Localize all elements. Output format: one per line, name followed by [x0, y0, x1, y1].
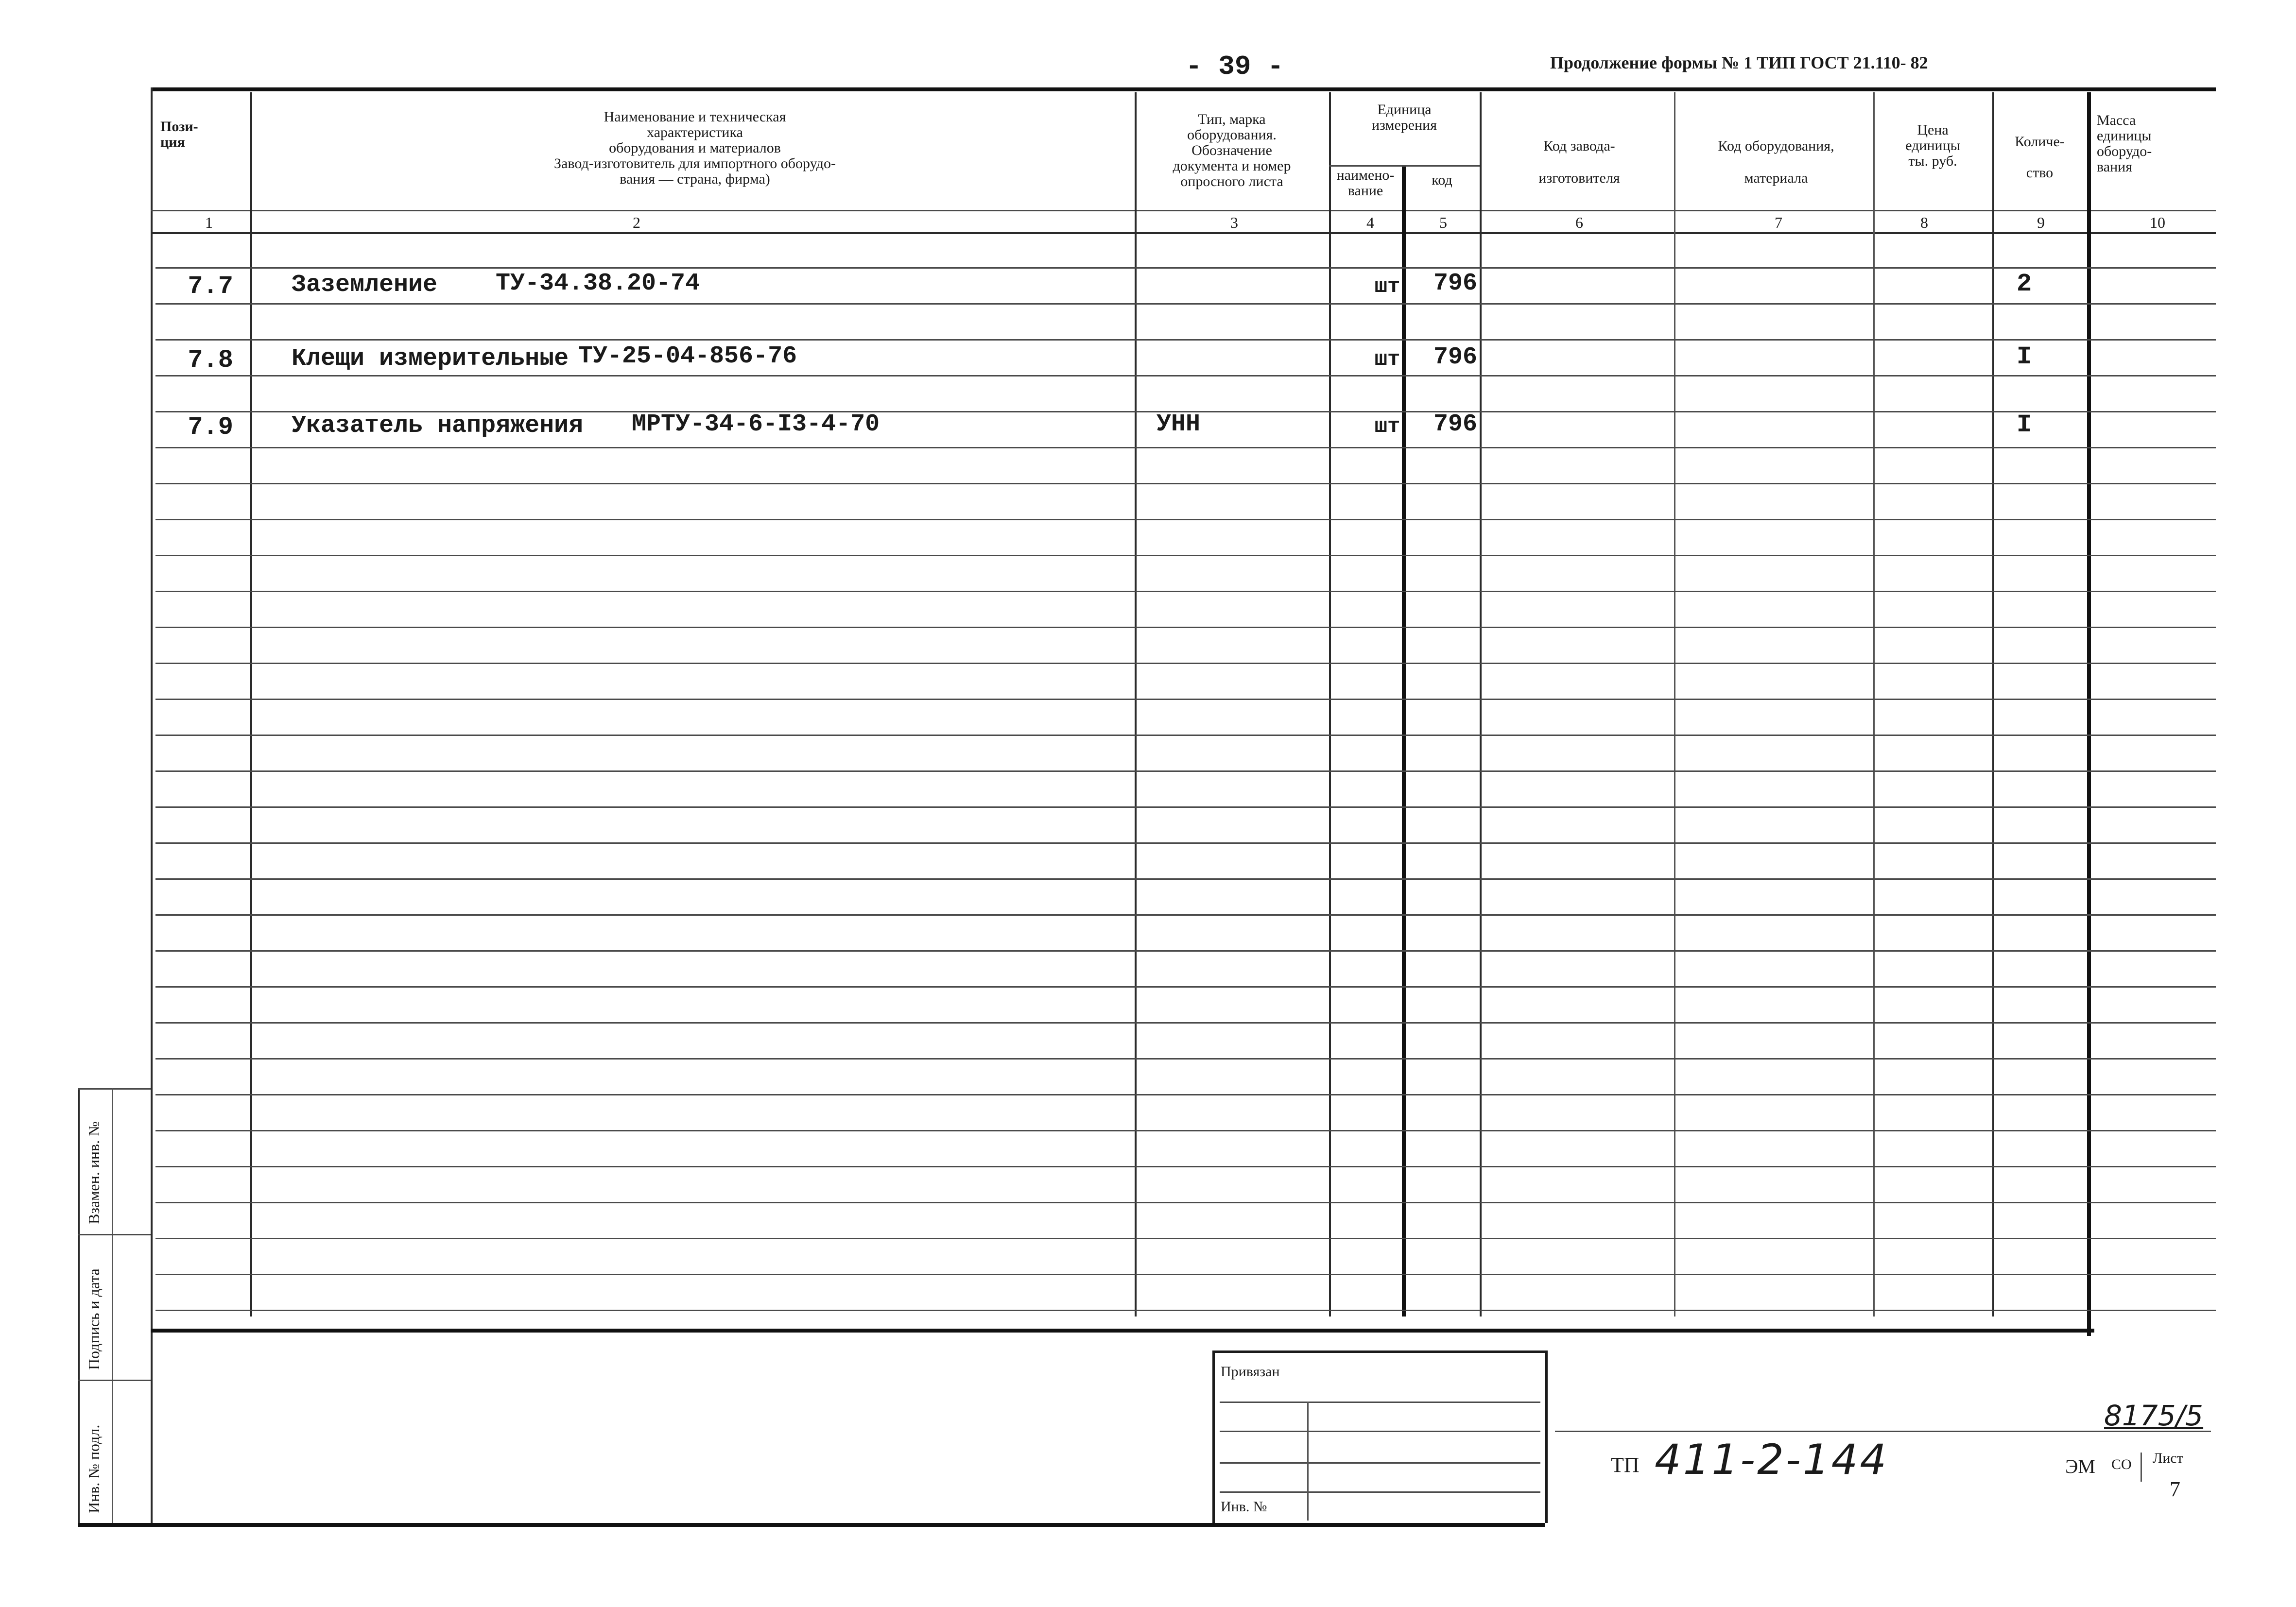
col-sep-7 — [1873, 92, 1875, 1316]
row-line — [155, 591, 2216, 592]
col-num-8: 8 — [1920, 214, 1928, 231]
row-line — [155, 1274, 2216, 1275]
header-col-3: Тип, марка оборудования. Обозначение документа и номер опросного листа — [1173, 111, 1291, 189]
row-line — [155, 1022, 2216, 1024]
col-sep-8 — [1992, 92, 1994, 1316]
row-line — [155, 770, 2216, 772]
row-line — [155, 1166, 2216, 1167]
row-line — [155, 303, 2216, 305]
header-unit-group: Единица измерения — [1371, 102, 1437, 133]
col-sep-2 — [1135, 92, 1137, 1316]
row-code: 796 — [1433, 270, 1477, 297]
row-name: Заземление — [292, 271, 438, 299]
header-col-10: Масса единицы оборудо- вания — [2097, 112, 2152, 175]
row-spec: ТУ-34.38.20-74 — [496, 270, 700, 297]
row-quantity: I — [2017, 342, 2032, 371]
section-code: ЭМ — [2065, 1455, 2095, 1477]
table-top-border — [151, 87, 2216, 91]
side-label-inv-podl: Инв. № подл. — [85, 1424, 103, 1513]
privyazan-vline — [1307, 1402, 1309, 1521]
table-left-border — [151, 87, 153, 1525]
col-num-9: 9 — [2037, 214, 2045, 231]
row-line — [155, 1058, 2216, 1060]
col-sep-4 — [1402, 165, 1406, 1316]
row-unit: шт — [1374, 414, 1400, 439]
row-type: УНН — [1157, 410, 1201, 438]
row-line — [155, 555, 2216, 556]
row-line — [155, 339, 2216, 341]
page-bottom-border — [78, 1523, 1545, 1527]
section-suffix: СО — [2111, 1456, 2132, 1472]
privyazan-line-1 — [1220, 1402, 1540, 1403]
header-col-5: код — [1432, 172, 1452, 188]
row-code: 796 — [1433, 343, 1477, 371]
row-line — [155, 842, 2216, 844]
row-line — [155, 447, 2216, 448]
row-line — [155, 986, 2216, 988]
sheet-divider — [2141, 1453, 2142, 1482]
col-sep-6 — [1674, 92, 1675, 1316]
row-line — [155, 1238, 2216, 1239]
col-num-6: 6 — [1575, 214, 1583, 231]
side-stamp-line-1 — [78, 1234, 151, 1235]
header-col-9: Количе- ство — [2015, 134, 2065, 181]
privyazan-box — [1212, 1351, 1548, 1523]
row-line — [155, 1094, 2216, 1095]
col-num-1: 1 — [205, 214, 213, 231]
page-number: - 39 - — [1186, 51, 1284, 82]
col-num-10: 10 — [2150, 214, 2165, 231]
row-line — [155, 267, 2216, 269]
archive-number: 8175/5 — [2104, 1399, 2204, 1432]
row-line — [155, 806, 2216, 808]
col-num-2: 2 — [633, 214, 640, 231]
row-line — [155, 699, 2216, 700]
drawing-code: 411-2-144 — [1655, 1436, 1889, 1484]
row-position: 7.9 — [188, 413, 233, 442]
header-col-2: Наименование и техническая характеристика оборудования и материалов Завод-изготовитель для импортного оборудо- вания — страна, фирма) — [554, 109, 836, 187]
row-position: 7.7 — [188, 272, 233, 301]
col-num-5: 5 — [1439, 214, 1447, 231]
row-line — [155, 878, 2216, 880]
row-code: 796 — [1433, 410, 1477, 438]
row-line — [155, 627, 2216, 628]
row-line — [155, 519, 2216, 520]
side-label-vzamen: Взамен. инв. № — [85, 1121, 103, 1224]
table-bottom-border — [151, 1329, 2094, 1333]
row-line — [155, 914, 2216, 916]
unit-group-line — [1329, 165, 1480, 167]
row-quantity: I — [2017, 410, 2032, 439]
drawing-code-prefix: ТП — [1611, 1453, 1640, 1477]
row-line — [155, 950, 2216, 952]
privyazan-line-2 — [1220, 1431, 1540, 1432]
privyazan-label: Привязан — [1221, 1364, 1280, 1380]
side-stamp-top — [78, 1088, 151, 1090]
inv-no-label: Инв. № — [1221, 1499, 1267, 1515]
row-line — [155, 1202, 2216, 1203]
row-quantity: 2 — [2017, 270, 2032, 298]
row-line — [155, 735, 2216, 736]
form-reference: Продолжение формы № 1 ТИП ГОСТ 21.110- 82 — [1550, 53, 1928, 72]
row-line — [155, 1310, 2216, 1311]
row-line — [155, 483, 2216, 484]
header-col-8: Цена единицы ты. руб. — [1905, 122, 1960, 169]
privyazan-line-3 — [1220, 1462, 1540, 1464]
row-line — [155, 375, 2216, 376]
row-line — [155, 1130, 2216, 1131]
sheet-label: Лист — [2153, 1450, 2183, 1466]
side-stamp-line-2 — [78, 1380, 151, 1381]
col-sep-9 — [2087, 92, 2091, 1336]
col-num-4: 4 — [1366, 214, 1374, 231]
header-col-1: Пози- ция — [160, 119, 198, 150]
col-sep-1 — [250, 92, 252, 1316]
header-col-6: Код завода- изготовителя — [1538, 138, 1620, 186]
col-num-3: 3 — [1230, 214, 1238, 231]
side-label-podpis: Подпись и дата — [85, 1268, 103, 1370]
header-bottom-line — [151, 210, 2216, 211]
header-col-7: Код оборудования, материала — [1718, 138, 1834, 186]
privyazan-line-4 — [1220, 1491, 1540, 1493]
col-sep-3 — [1329, 92, 1331, 1316]
row-name: Указатель напряжения — [292, 412, 584, 440]
row-position: 7.8 — [188, 346, 233, 375]
row-spec: МРТУ-34-6-I3-4-70 — [632, 410, 880, 438]
side-stamp-divider — [112, 1088, 113, 1525]
col-num-7: 7 — [1775, 214, 1782, 231]
row-line — [155, 663, 2216, 664]
header-col-4: наимено- вание — [1336, 167, 1395, 199]
row-unit: шт — [1374, 347, 1400, 372]
side-stamp-outer — [78, 1088, 80, 1525]
row-unit: шт — [1374, 274, 1400, 299]
column-number-line — [151, 232, 2216, 234]
sheet-number: 7 — [2170, 1477, 2180, 1501]
row-name: Клещи измерительные — [292, 345, 569, 373]
row-spec: ТУ-25-04-856-76 — [578, 342, 797, 370]
